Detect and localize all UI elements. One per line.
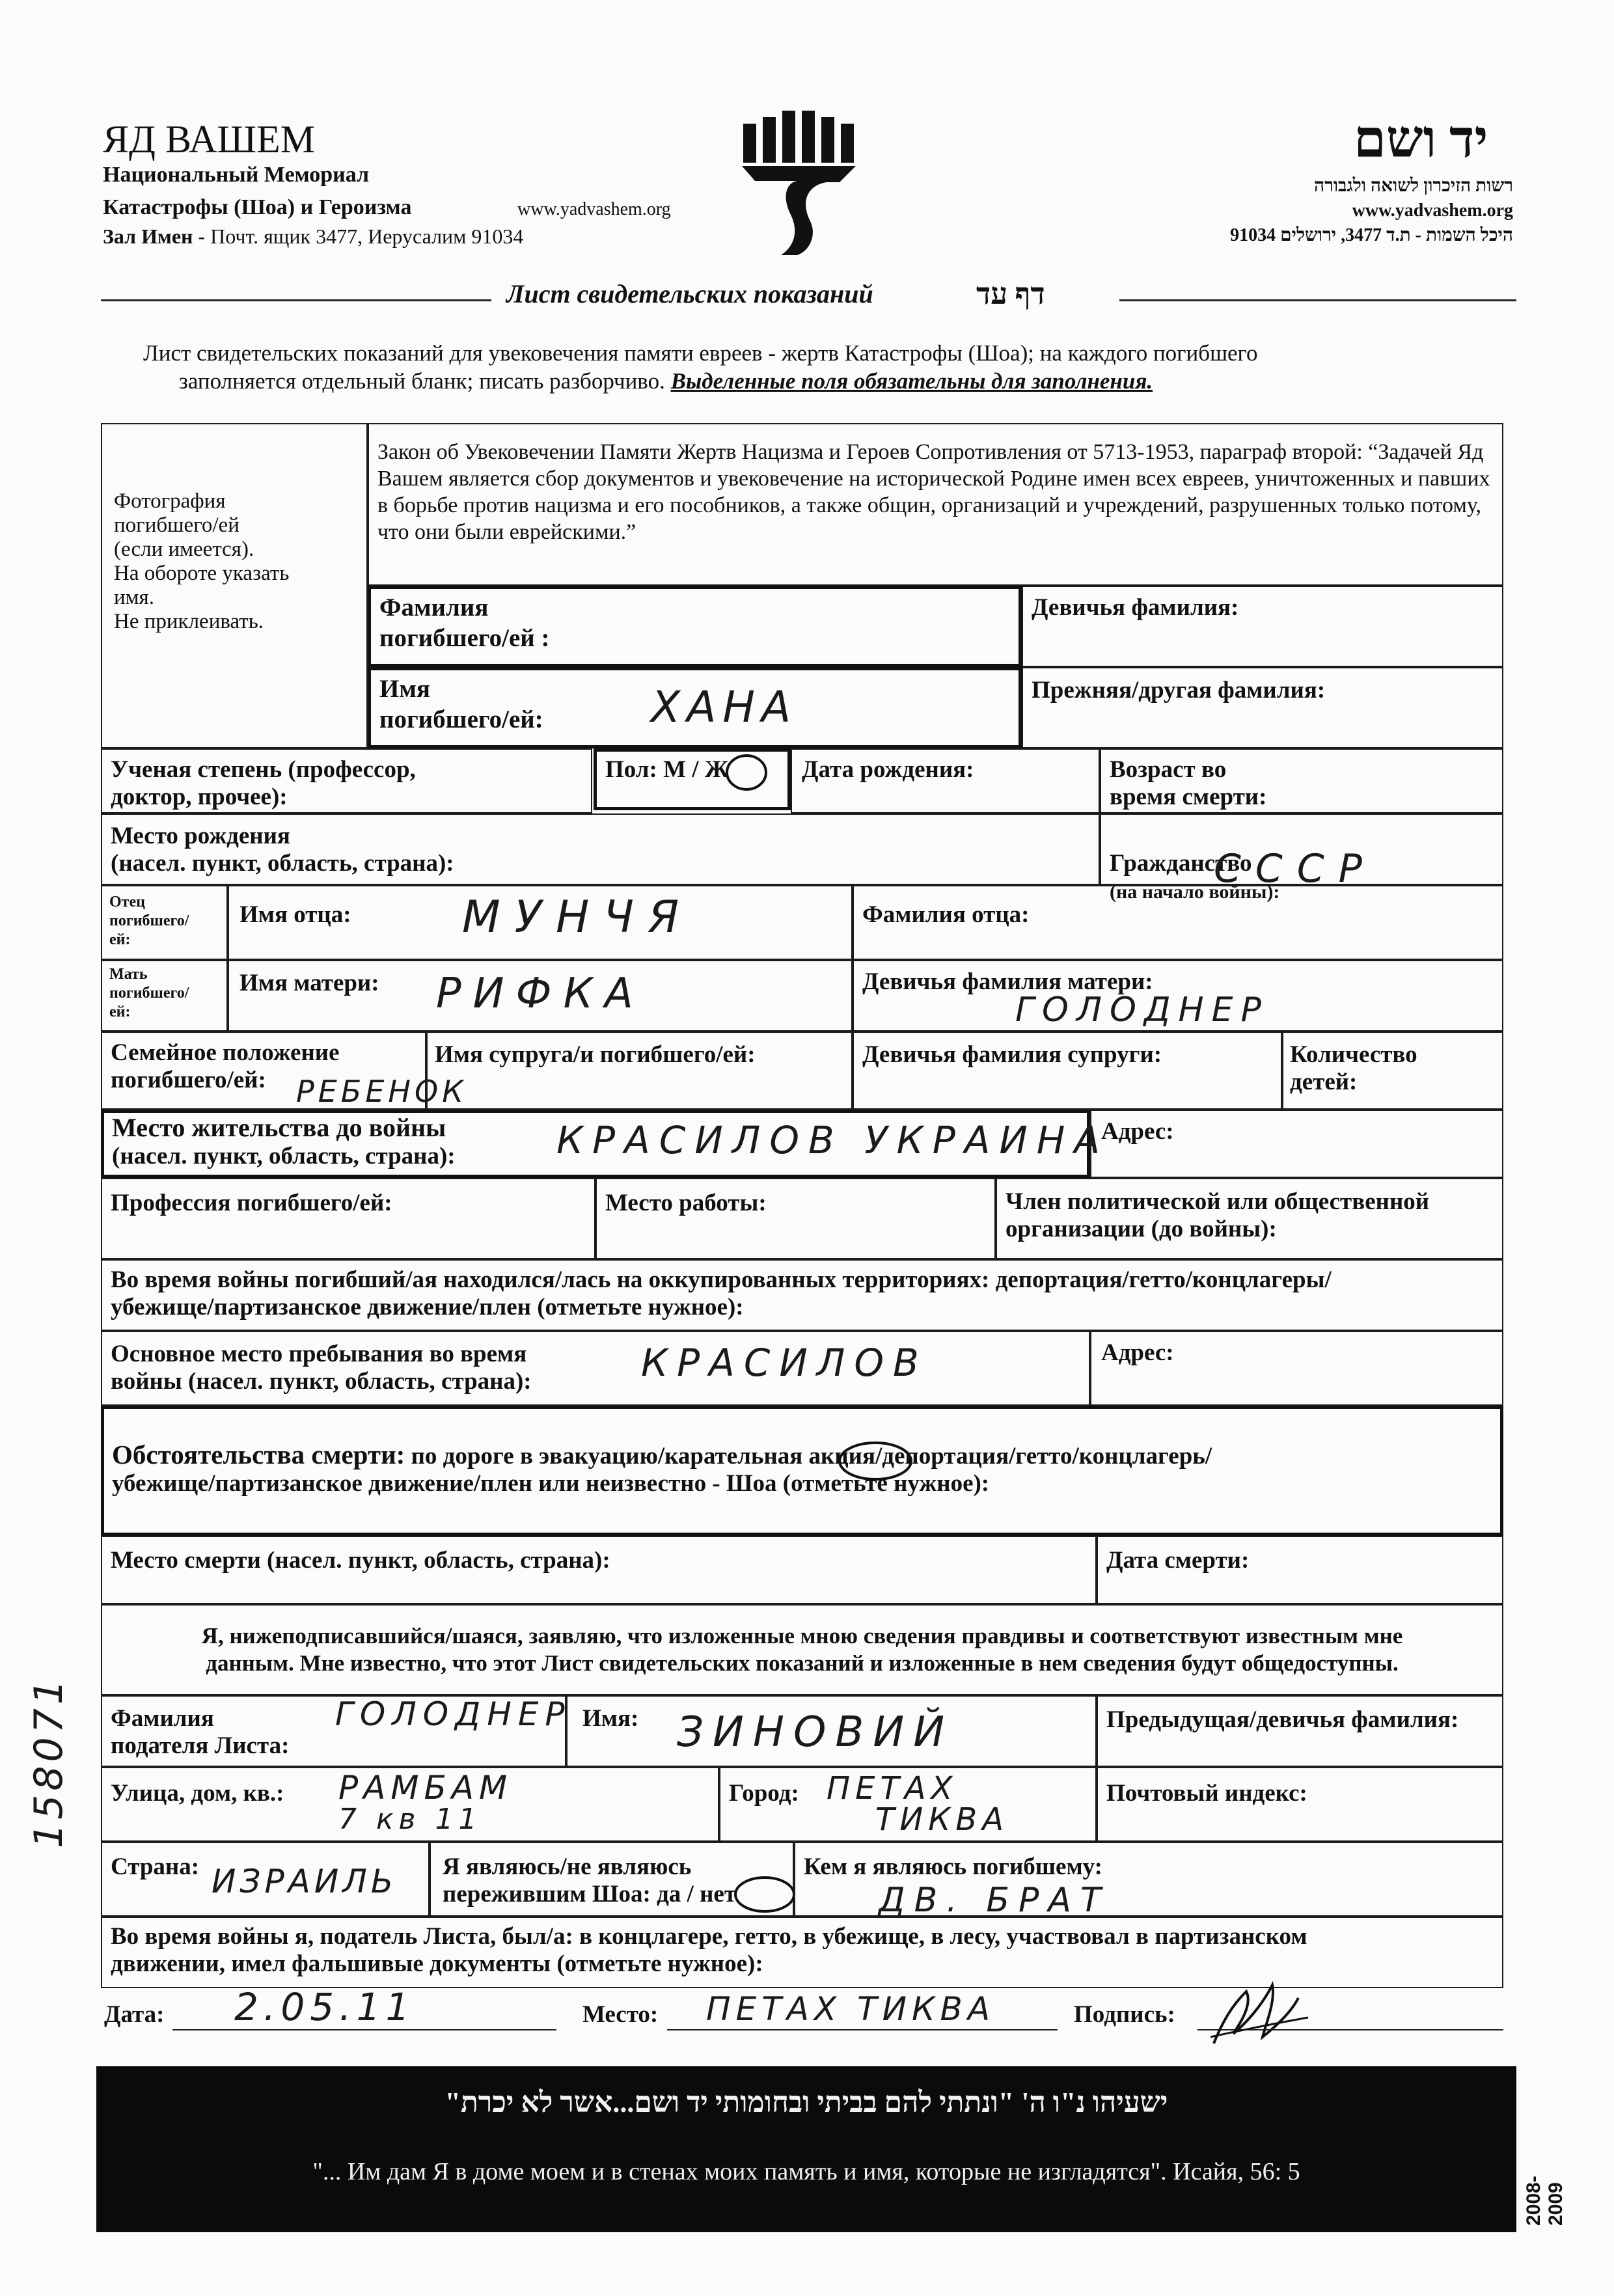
- death-place-label: Место смерти (насел. пункт, область, страна):: [111, 1547, 610, 1574]
- profession-label: Профессия погибшего/ей:: [111, 1190, 392, 1216]
- children-label: Количество детей:: [1290, 1041, 1417, 1095]
- submitter-name-value: ЗИНОВИЙ: [677, 1708, 954, 1756]
- city-value-2: ТИКВА: [875, 1801, 1009, 1838]
- website-left: www.yadvashem.org: [517, 199, 671, 219]
- mother-name-label: Имя матери:: [239, 970, 379, 996]
- org-title-ru: ЯД ВАШЕМ: [103, 118, 316, 161]
- side-year: 2008-2009: [1523, 2176, 1566, 2226]
- footer-banner: [96, 2066, 1516, 2232]
- spouse-maiden-label: Девичья фамилия супруги:: [862, 1041, 1162, 1068]
- title-rule-right: [1119, 299, 1516, 301]
- death-date-label: Дата смерти:: [1106, 1547, 1250, 1574]
- firstname-label: Имя погибшего/ей:: [379, 675, 543, 733]
- footer-hebrew: ישעיהו נ"ו ה' "ונתתי להם בביתי ובחומותי יד ושם...אשר לא יכרת": [445, 2086, 1168, 2118]
- org-he-line1: רשות הזיכרון לשואה ולגבורה: [1313, 176, 1513, 196]
- citizenship-value: СССР: [1214, 846, 1376, 892]
- father-surname-label: Фамилия отца:: [862, 901, 1030, 928]
- mother-side-label: Мать погибшего/ ей:: [109, 966, 189, 1020]
- sex-selection-circle: [722, 750, 771, 795]
- wartime-place-label: Основное место пребывания во время войны (насел. пункт, область, страна):: [111, 1341, 532, 1395]
- footer-russian: "... Им дам Я в доме моем и в стенах моих память и имя, которые не изгладятся". Исайя, 56: 5: [312, 2158, 1300, 2185]
- org-subtitle-1: Национальный Мемориал: [103, 163, 370, 187]
- declaration-text: Я, нижеподписавшийся/шаяся, заявляю, что изложенные мною сведения правдивы и соответствуют известным мне данным. Мне известно, что этот Лист свидетельских показаний и изложенные в нем сведения будут общедоступны.: [201, 1623, 1403, 1676]
- residence-value: КРАСИЛОВ УКРАИНА: [556, 1118, 1110, 1162]
- maiden-name-label: Девичья фамилия:: [1032, 594, 1239, 621]
- mother-maiden-value: ГОЛОДНЕР: [1015, 991, 1269, 1030]
- place-line[interactable]: [667, 2029, 1058, 2030]
- city-label: Город:: [729, 1780, 799, 1807]
- street-value-2: 7 кв 11: [338, 1803, 482, 1836]
- law-text: Закон об Увековечении Памяти Жертв Нацизма и Героев Сопротивления от 5713-1953, параграф второй: “Задачей Яд Вашем является сбор документов и увековечение на исторической Родине имен всех евреев, уничтоженных и павших в борьбе против нацизма и его пособников, а также общин, организаций и учреждений, разрушенных только потому, что они были еврейскими.”: [377, 440, 1490, 544]
- father-name-value: МУНЧЯ: [462, 892, 694, 943]
- workplace-label: Место работы:: [605, 1190, 767, 1216]
- place-value: ПЕТАХ ТИКВА: [706, 1990, 996, 2028]
- form-title: Лист свидетельских показаний: [506, 279, 873, 308]
- residence-address-label: Адрес:: [1101, 1118, 1174, 1145]
- wartime-place-value: КРАСИЛОВ: [641, 1341, 928, 1385]
- signature-label: Подпись:: [1074, 2001, 1175, 2028]
- org-he-line3: היכל השמות - ת.ד 3477, ירושלים 91034: [1230, 225, 1513, 245]
- street-value-1: РАМБАМ: [338, 1769, 513, 1807]
- citizenship-label-text: Гражданство: [1110, 850, 1252, 877]
- zip-label: Почтовый индекс:: [1106, 1780, 1307, 1807]
- org-title-he: יד ושם: [1354, 111, 1488, 169]
- margin-record-number: 158071: [26, 1675, 72, 1848]
- death-circ-bold: Обстоятельства смерти:: [112, 1440, 405, 1469]
- father-side-label: Отец погибшего/ ей:: [109, 894, 189, 948]
- street-label: Улица, дом, кв.:: [111, 1780, 284, 1807]
- org-address: [103, 225, 523, 249]
- firstname-value: ХАНА: [651, 682, 798, 732]
- age-label: Возраст во время смерти:: [1110, 756, 1267, 810]
- date-line[interactable]: [172, 2029, 556, 2030]
- city-value-1: ПЕТАХ: [827, 1770, 958, 1807]
- required-note: Выделенные поля обязательны для заполнения.: [670, 368, 1153, 394]
- yad-vashem-logo: [735, 104, 866, 260]
- survivor-label: Я являюсь/не являюсь пережившим Шоа: да / нет: [443, 1853, 736, 1907]
- country-label: Страна:: [111, 1853, 200, 1880]
- relation-value: ДВ. БРАТ: [879, 1881, 1110, 1920]
- citizenship-note: (на начало войны):: [1110, 881, 1280, 903]
- surname-label: Фамилия погибшего/ей :: [379, 594, 550, 652]
- intro-text: заполняется отдельный бланк; писать разборчиво.: [179, 368, 665, 394]
- address-text: - Почт. ящик 3477, Иерусалим 91034: [198, 225, 524, 248]
- residence-label: Место жительства до войны: [112, 1113, 446, 1142]
- prev-surname-label: Прежняя/другая фамилия:: [1032, 677, 1326, 704]
- date-value: 2.05.11: [234, 1985, 415, 2029]
- relation-label: Кем я являюсь погибшему:: [804, 1853, 1102, 1880]
- organization-label: Член политической или общественной организации (до войны):: [1005, 1188, 1430, 1242]
- signature-scribble: [1201, 1972, 1318, 2057]
- survivor-selection-circle: [732, 1873, 797, 1916]
- marital-label: Семейное положение погибшего/ей:: [111, 1039, 340, 1093]
- shoa-selection-circle: [836, 1438, 914, 1484]
- country-value: ИЗРАИЛЬ: [212, 1863, 398, 1900]
- submitter-name-label: Имя:: [582, 1705, 639, 1732]
- wartime-status-label: Во время войны погибший/ая находился/лась на оккупированных территориях: депортация/гетто/концлагеры/ убежище/партизанское движение/плен (отметьте нужное):: [111, 1266, 1332, 1320]
- org-he-website: www.yadvashem.org: [1352, 200, 1513, 221]
- father-name-label: Имя отца:: [239, 901, 351, 928]
- org-subtitle-2: Катастрофы (Шоа) и Героизма: [103, 195, 412, 219]
- title-rule-left: [101, 299, 491, 301]
- marital-value: РЕБЕНОК: [296, 1074, 467, 1109]
- spouse-name-label: Имя супруга/и погибшего/ей:: [435, 1041, 756, 1068]
- wartime-address-label: Адрес:: [1101, 1339, 1174, 1366]
- submitter-surname-value: ГОЛОДНЕР: [335, 1695, 571, 1733]
- intro-line1: Лист свидетельских показаний для увековечения памяти евреев - жертв Катастрофы (Шоа); на каждого погибшего: [143, 340, 1258, 366]
- birthdate-label: Дата рождения:: [802, 756, 974, 783]
- residence-sub: (насел. пункт, область, страна):: [112, 1143, 456, 1169]
- form-title-he: דף עד: [976, 277, 1045, 310]
- death-circumstances-text: [112, 1414, 1492, 1497]
- degree-label: Ученая степень (профессор, доктор, прочее):: [111, 756, 416, 810]
- death-circ-options: по дороге в эвакуацию/карательная акция/депортация/гетто/концлагерь/ убежище/партизанское движение/плен или неизвестно - Шоа (отметьте нужное):: [112, 1443, 1212, 1497]
- submitter-surname-label: Фамилия подателя Листа:: [111, 1705, 290, 1759]
- mother-maiden-label: Девичья фамилия матери:: [862, 968, 1153, 995]
- submitter-prev-label: Предыдущая/девичья фамилия:: [1106, 1706, 1459, 1733]
- intro-line2: [179, 368, 1153, 394]
- birthplace-label: Место рождения (насел. пункт, область, страна):: [111, 823, 454, 877]
- photo-note: Фотография погибшего/ей (если имеется). На обороте указать имя. Не приклеивать.: [114, 489, 290, 633]
- place-label: Место:: [582, 2001, 659, 2028]
- sex-label: Пол: М / Ж: [605, 756, 729, 783]
- mother-name-value: РИФКА: [436, 970, 645, 1018]
- hall-of-names: Зал Имен: [103, 225, 193, 248]
- submitter-wartime-label: Во время войны я, податель Листа, был/а: в концлагере, гетто, в убежище, в лесу, участвовал в партизанском движении, имел фальшивые документы (отметьте нужное):: [111, 1923, 1307, 1977]
- date-label: Дата:: [104, 2001, 165, 2028]
